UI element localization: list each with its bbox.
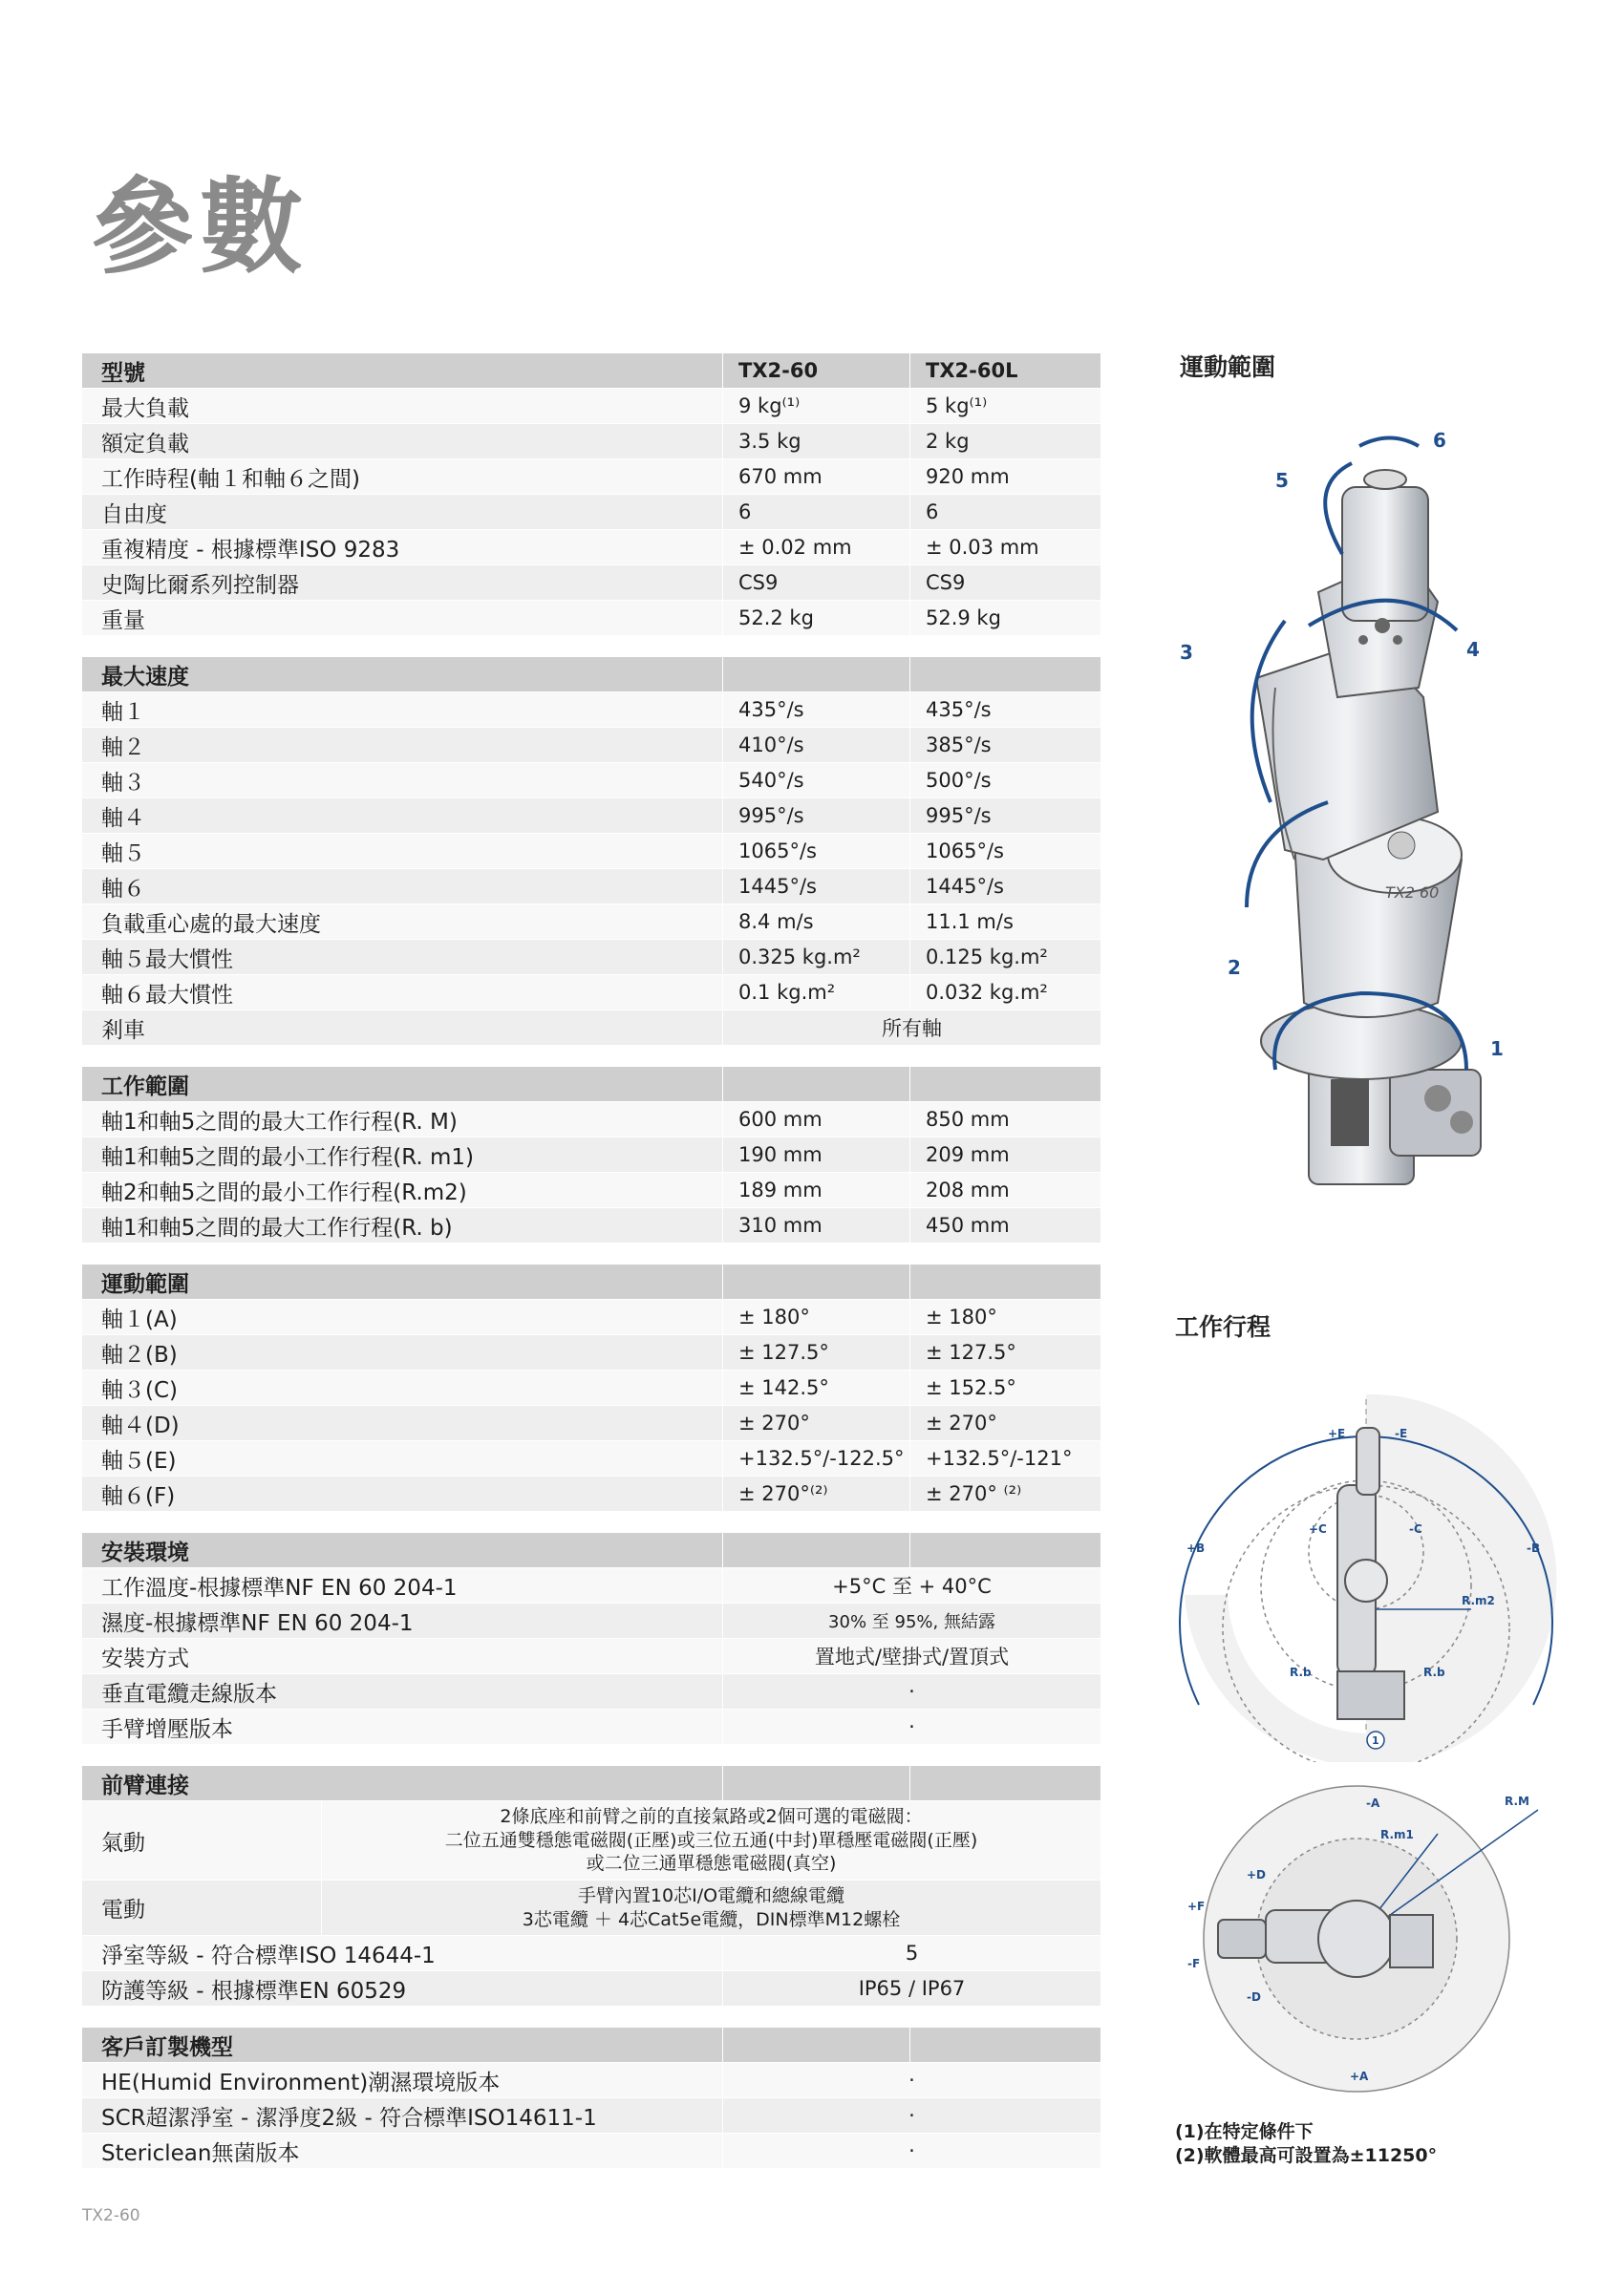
table-row (82, 1137, 1100, 1172)
row-label: 軸６(F) (101, 1483, 176, 1509)
table-row (82, 763, 1100, 797)
table-row (82, 1674, 1100, 1709)
table-row (82, 1173, 1100, 1207)
row-label: 自由度 (101, 501, 167, 527)
page-footer: TX2-60 (82, 2206, 140, 2225)
table-row (82, 424, 1100, 458)
row-label: 軸２ (101, 734, 145, 760)
row-value-a: 670 mm (722, 459, 909, 494)
footnote-1: (1)在特定條件下 (1175, 2121, 1314, 2142)
diagram-label-minus-e: -E (1395, 1427, 1408, 1440)
row-value-b: 0.125 kg.m² (909, 940, 1100, 974)
axis-number-5: 5 (1275, 469, 1289, 492)
footnotes (1175, 2120, 1437, 2167)
row-value-b: +132.5°/-121° (909, 1441, 1100, 1476)
row-value-a: ± 142.5° (722, 1371, 909, 1405)
row-value-a: 189 mm (722, 1173, 909, 1207)
row-label: 軸５最大慣性 (101, 946, 233, 972)
table-row (82, 1300, 1100, 1334)
robot-arm-illustration (1151, 411, 1543, 1203)
row-label: 手臂增壓版本 (101, 1716, 233, 1742)
row-value-b: ± 127.5° (909, 1335, 1100, 1370)
table-row (82, 1477, 1100, 1511)
row-value-a: 0.325 kg.m² (722, 940, 909, 974)
row-value-a: ± 127.5° (722, 1335, 909, 1370)
row-label: 安裝方式 (101, 1646, 189, 1671)
row-label: 軸1和軸5之間的最大工作行程(R. b) (101, 1215, 453, 1241)
table-row (82, 601, 1100, 635)
table-row (82, 1881, 1100, 1935)
row-value-span: 30% 至 95%, 無結露 (722, 1604, 1100, 1638)
pneumatic-line: 或二位三通單穩態電磁閥(真空) (586, 1853, 837, 1875)
model-header-row (82, 353, 1100, 388)
diagram-label-plus-c: +C (1309, 1522, 1327, 1536)
row-label: 軸1和軸5之間的最小工作行程(R. m1) (101, 1144, 475, 1170)
row-label: 軸５(E) (101, 1448, 177, 1474)
row-value-a: CS9 (722, 565, 909, 600)
table-row (82, 1406, 1100, 1440)
diagram-label-minus-d: -D (1247, 1990, 1261, 2004)
row-value-b: ± 180° (909, 1300, 1100, 1334)
diagram-label-rm2: R.m2 (1462, 1594, 1495, 1607)
table-row (82, 2134, 1100, 2168)
row-value-a: 435°/s (722, 692, 909, 727)
table-row (82, 975, 1100, 1010)
speed-section (82, 657, 1100, 1045)
section-title: 工作範圍 (101, 1074, 189, 1099)
row-value-b: 385°/s (909, 728, 1100, 762)
row-value-a: +132.5°/-122.5° (722, 1441, 909, 1476)
pneumatic-line: 2條底座和前臂之前的直接氣路或2個可選的電磁閥： (500, 1806, 923, 1827)
row-label: 軸３ (101, 770, 145, 796)
custom-section (82, 2028, 1100, 2168)
table-row (82, 940, 1100, 974)
row-value-b: ± 152.5° (909, 1371, 1100, 1405)
row-label: 重量 (101, 607, 145, 633)
row-value-a: 6 (722, 495, 909, 529)
pneumatic-description (321, 1801, 1100, 1880)
forearm-section (82, 1766, 1100, 2006)
pneumatic-line: 二位五通雙穩態電磁閥(正壓)或三位五通(中封)單穩壓電磁閥(正壓) (444, 1829, 978, 1851)
diagram-label-rb-right: R.b (1423, 1666, 1445, 1679)
row-label: Stericlean無菌版本 (101, 2140, 300, 2166)
table-row (82, 530, 1100, 564)
row-value-a: 540°/s (722, 763, 909, 797)
row-value-b: CS9 (909, 565, 1100, 600)
row-value-a: 8.4 m/s (722, 904, 909, 939)
axis-number-4: 4 (1466, 638, 1480, 661)
row-value-a: 995°/s (722, 798, 909, 833)
table-row (82, 565, 1100, 600)
table-row (82, 2063, 1100, 2097)
table-row (82, 459, 1100, 494)
row-value-span: +5°C 至 + 40°C (722, 1568, 1100, 1603)
motion-range-label: 運動範圍 (1180, 353, 1276, 381)
speed-header-row (82, 657, 1100, 691)
row-value-b: 2 kg (909, 424, 1100, 458)
row-label: 軸2和軸5之間的最小工作行程(R.m2) (101, 1180, 467, 1205)
diagram-label-plus-e: +E (1328, 1427, 1346, 1440)
row-value-b: 995°/s (909, 798, 1100, 833)
diagram-label-minus-c: -C (1409, 1522, 1422, 1536)
row-value-b: 0.032 kg.m² (909, 975, 1100, 1010)
table-row (82, 869, 1100, 904)
axis-number-1: 1 (1490, 1037, 1504, 1060)
row-label: 氣動 (101, 1830, 145, 1856)
row-value-b: 11.1 m/s (909, 904, 1100, 939)
section-title: 前臂連接 (101, 1773, 189, 1798)
environment-section (82, 1533, 1100, 1744)
row-value-a: ± 180° (722, 1300, 909, 1334)
model-header-tx2-60: TX2-60 (722, 353, 909, 388)
table-row (82, 1208, 1100, 1243)
table-row (82, 1335, 1100, 1370)
table-row (82, 904, 1100, 939)
section-title: 最大速度 (101, 664, 189, 690)
row-label: 垂直電纜走線版本 (101, 1681, 277, 1707)
row-label: SCR超潔淨室 - 潔淨度2級 - 符合標準ISO14611-1 (101, 2105, 597, 2131)
custom-header-row (82, 2028, 1100, 2062)
diagram-label-minus-b: -B (1527, 1541, 1541, 1555)
row-value-b: 1445°/s (909, 869, 1100, 904)
page-title: 參數 (91, 168, 310, 287)
electric-line: 3芯電纜 ＋ 4芯Cat5e電纜，DIN標準M12螺栓 (522, 1908, 901, 1930)
row-label: 軸２(B) (101, 1342, 178, 1368)
row-value-b: 209 mm (909, 1137, 1100, 1172)
row-label: HE(Humid Environment)潮濕環境版本 (101, 2070, 501, 2095)
row-value-span: · (722, 2098, 1100, 2133)
row-value-a: 0.1 kg.m² (722, 975, 909, 1010)
table-row (82, 1010, 1100, 1045)
model-section (82, 353, 1100, 635)
section-title: 客戶訂製機型 (101, 2034, 233, 2060)
row-label: 電動 (101, 1898, 145, 1924)
diagram-label-rm1: R.m1 (1380, 1828, 1414, 1841)
table-row (82, 1801, 1100, 1880)
table-row (82, 495, 1100, 529)
row-value-a: 600 mm (722, 1102, 909, 1137)
side-work-envelope-diagram (1175, 1390, 1557, 1762)
table-row (82, 1441, 1100, 1476)
table-row (82, 389, 1100, 423)
row-value-b: 52.9 kg (909, 601, 1100, 635)
row-value-a: 1065°/s (722, 834, 909, 868)
section-title: 運動範圍 (101, 1271, 189, 1297)
table-row (82, 1371, 1100, 1405)
row-value-span: 所有軸 (722, 1010, 1100, 1045)
spec-tables (82, 353, 1100, 2190)
row-value-span: · (722, 2063, 1100, 2097)
row-value-b: ± 270° (909, 1406, 1100, 1440)
model-header-tx2-60l: TX2-60L (909, 353, 1100, 388)
table-row (82, 692, 1100, 727)
table-row (82, 1102, 1100, 1137)
row-label: 重複精度 - 根據標準ISO 9283 (101, 537, 400, 563)
axis-number-6: 6 (1433, 429, 1446, 452)
row-value-b: 6 (909, 495, 1100, 529)
row-label: 額定負載 (101, 431, 189, 457)
axis-number-2: 2 (1228, 956, 1241, 979)
row-value-b: 920 mm (909, 459, 1100, 494)
table-row (82, 1710, 1100, 1744)
row-label: 負載重心處的最大速度 (101, 911, 321, 937)
row-value-b: 450 mm (909, 1208, 1100, 1243)
robot-badge: TX2 60 (1385, 883, 1440, 902)
table-row (82, 2098, 1100, 2133)
row-value-a: 9 kg⁽¹⁾ (722, 389, 909, 423)
work-stroke-label: 工作行程 (1175, 1313, 1271, 1341)
row-value-a: 310 mm (722, 1208, 909, 1243)
row-value-b: 850 mm (909, 1102, 1100, 1137)
section-title: 安裝環境 (101, 1540, 189, 1565)
row-label: 工作時程(軸１和軸６之間) (101, 466, 360, 492)
row-value-a: 3.5 kg (722, 424, 909, 458)
row-label: 濕度-根據標準NF EN 60 204-1 (101, 1610, 414, 1636)
row-value-span: IP65 / IP67 (722, 1971, 1100, 2006)
row-value-b: ± 0.03 mm (909, 530, 1100, 564)
diagram-label-plus-a: +A (1350, 2070, 1369, 2083)
diagram-label-rm: R.M (1505, 1795, 1529, 1808)
electric-line: 手臂內置10芯I/O電纜和總線電纜 (577, 1885, 845, 1907)
work-header-row (82, 1067, 1100, 1101)
work-range-section (82, 1067, 1100, 1243)
table-row (82, 834, 1100, 868)
row-value-a: ± 0.02 mm (722, 530, 909, 564)
row-value-a: ± 270° (722, 1406, 909, 1440)
diagram-label-plus-f: +F (1187, 1900, 1206, 1913)
row-value-span: 置地式/壁掛式/置頂式 (722, 1639, 1100, 1673)
row-value-b: 5 kg⁽¹⁾ (909, 389, 1100, 423)
footnote-2: (2)軟體最高可設置為±11250° (1175, 2144, 1438, 2166)
axis-number-3: 3 (1180, 641, 1193, 664)
diagram-label-plus-d: +D (1247, 1868, 1267, 1881)
row-value-b: 500°/s (909, 763, 1100, 797)
table-row (82, 1971, 1100, 2006)
row-label: 防護等級 - 根據標準EN 60529 (101, 1978, 407, 2004)
row-label: 剎車 (101, 1017, 145, 1043)
table-row (82, 1568, 1100, 1603)
table-row (82, 1639, 1100, 1673)
table-row (82, 1604, 1100, 1638)
motion-header-row (82, 1265, 1100, 1299)
row-label: 工作溫度-根據標準NF EN 60 204-1 (101, 1575, 458, 1601)
table-row (82, 728, 1100, 762)
row-value-a: ± 270°⁽²⁾ (722, 1477, 909, 1511)
diagram-label-minus-f: -F (1187, 1957, 1201, 1970)
row-value-span: · (722, 1710, 1100, 1744)
row-value-b: ± 270° ⁽²⁾ (909, 1477, 1100, 1511)
row-label: 軸５ (101, 840, 145, 866)
row-value-a: 1445°/s (722, 869, 909, 904)
row-label: 軸４ (101, 805, 145, 831)
diagram-label-plus-b: +B (1186, 1541, 1206, 1555)
electric-description (321, 1881, 1100, 1935)
model-header-label: 型號 (101, 360, 145, 386)
row-label: 軸４(D) (101, 1413, 180, 1438)
row-value-b: 1065°/s (909, 834, 1100, 868)
row-value-a: 52.2 kg (722, 601, 909, 635)
top-work-envelope-diagram (1180, 1776, 1562, 2101)
row-label: 軸1和軸5之間的最大工作行程(R. M) (101, 1109, 458, 1135)
row-value-b: 208 mm (909, 1173, 1100, 1207)
row-label: 最大負載 (101, 395, 189, 421)
row-value-span: · (722, 1674, 1100, 1709)
row-value-a: 190 mm (722, 1137, 909, 1172)
table-row (82, 1936, 1100, 1970)
forearm-header-row (82, 1766, 1100, 1800)
motion-range-section (82, 1265, 1100, 1511)
row-value-span: 5 (722, 1936, 1100, 1970)
row-label: 軸６ (101, 876, 145, 902)
row-label: 淨室等級 - 符合標準ISO 14644-1 (101, 1943, 436, 1968)
row-label: 軸６最大慣性 (101, 982, 233, 1008)
row-value-b: 435°/s (909, 692, 1100, 727)
row-label: 史陶比爾系列控制器 (101, 572, 299, 598)
diagram-label-axis-1: 1 (1372, 1734, 1379, 1747)
env-header-row (82, 1533, 1100, 1567)
table-row (82, 798, 1100, 833)
row-label: 軸１ (101, 699, 145, 725)
row-label: 軸１(A) (101, 1307, 178, 1332)
row-value-span: · (722, 2134, 1100, 2168)
row-label: 軸３(C) (101, 1377, 179, 1403)
diagram-label-rb-left: R.b (1290, 1666, 1312, 1679)
row-value-a: 410°/s (722, 728, 909, 762)
diagram-label-minus-a: -A (1366, 1796, 1380, 1810)
